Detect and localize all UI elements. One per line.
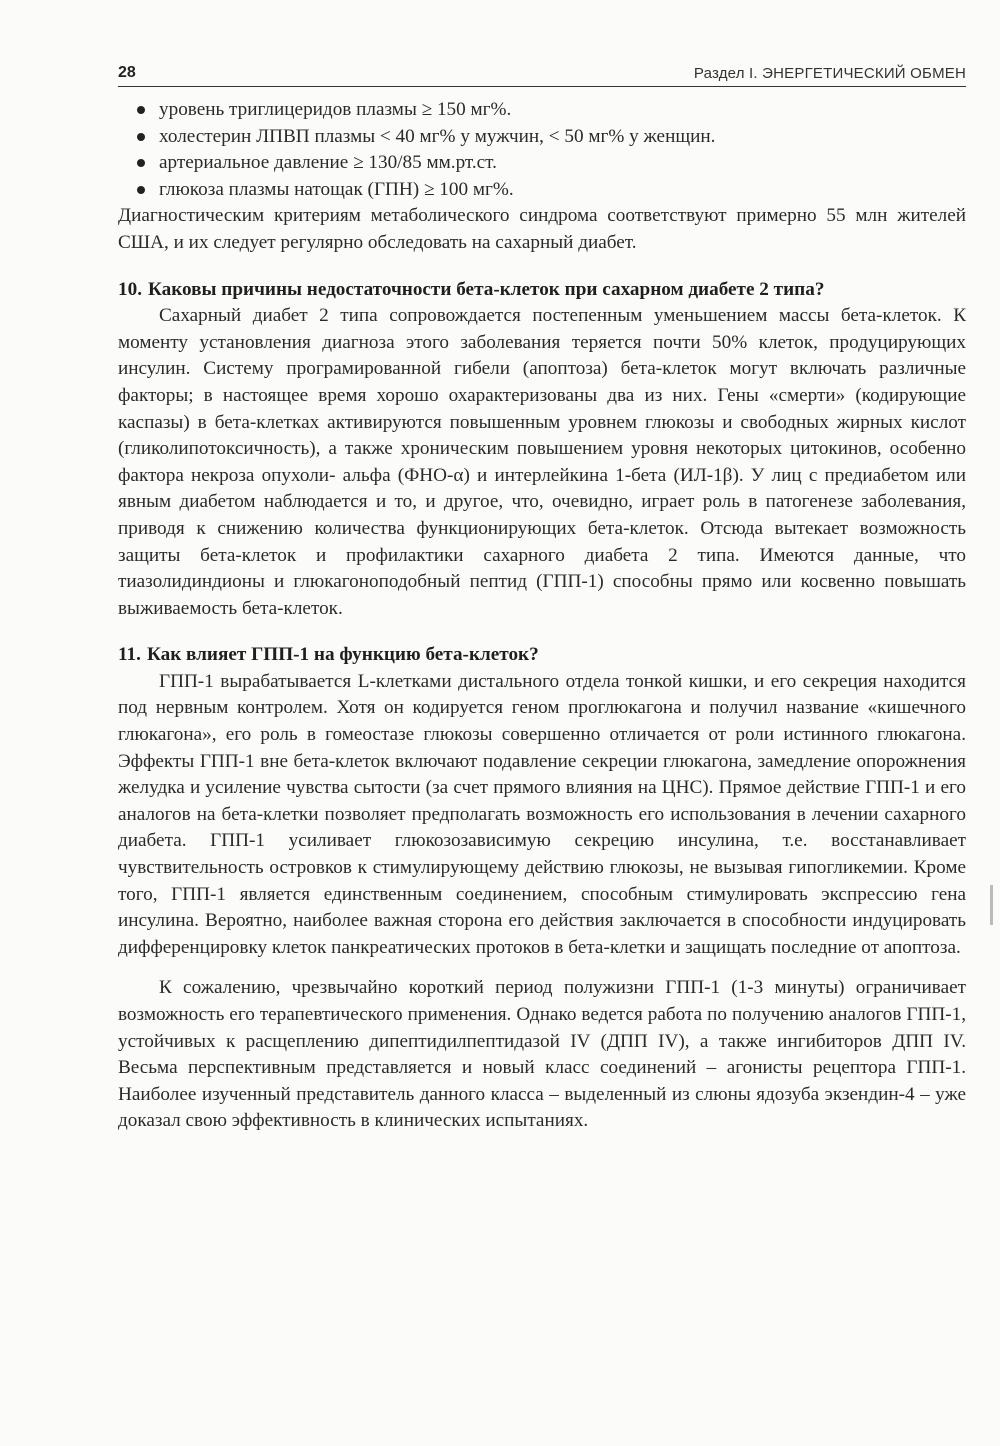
paragraph: Сахарный диабет 2 типа сопровождается постепенным уменьшением массы бета-клеток. К моменту установления диагноза этого заболевания теряется почти 50% клеток, продуцирующих инсулин. Систему програмированной гибели (апоптоза) бета-клеток могут включать различные факторы; в настоящее время хорошо охарактеризованы два из них. Гены «смерти» (кодирующие каспазы) в бета-клетках активируются повышенным уровнем глюкозы и свободных жирных кислот (гликолипотоксичность), а также хроническим повышением уровня некоторых цитокинов, особенно фактора некроза опухоли- альфа (ФНО-α) и интерлейкина 1-бета (ИЛ-1β). У лиц с предиабетом или явным диабетом наблюдается и то, и другое, что, очевидно, играет роль в патогенезе заболевания, приводя к снижению количества функционирующих бета-клеток. Отсюда вытекает возможность защиты бета-клеток и профилактики сахарного диабета 2 типа. Имеются данные, что тиазолидиндионы и глюкагоноподобный пептид (ГПП-1) способны прямо или косвенно повышать выживаемость бета-клеток. [118, 305, 966, 619]
section-number: 10. [118, 278, 142, 300]
scan-edge-mark [990, 885, 993, 925]
paragraph: К сожалению, чрезвычайно короткий период полужизни ГПП-1 (1-3 минуты) ограничивает возможность его терапевтического применения. Однако ведется работа по получению аналогов ГПП-1, устойчивых к расщеплению дипептидилпептидазой IV (ДПП IV), а также ингибиторов ДПП IV. Весьма перспективным представляется и новый класс соединений – агонисты рецептора ГПП-1. Наиболее изученный представитель данного класса – выделенный из слюны ядозуба экзендин-4 – уже доказал свою эффективность в клинических испытаниях. [118, 977, 966, 1132]
list-item: глюкоза плазмы натощак (ГПН) ≥ 100 мг%. [159, 177, 966, 204]
section-title: Как влияет ГПП-1 на функцию бета-клеток? [146, 644, 539, 666]
book-page [118, 58, 966, 1135]
section-number: 11. [118, 644, 141, 666]
page-number: 28 [118, 64, 136, 81]
page-content [118, 97, 966, 1135]
paragraph: ГПП-1 вырабатывается L-клетками дистального отдела тонкой кишки, и его секреция находится под нервным контролем. Хотя он кодируется геном проглюкагона и получил название «кишечного глюкагона», его роль в гомеостазе глюкозы совершенно отличается от роли истинного глюкагона. Эффекты ГПП-1 вне бета-клеток включают подавление секреции глюкагона, замедление опорожнения желудка и усиление чувства сытости (за счет прямого влияния на ЦНС). Прямое действие ГПП-1 и его аналогов на бета-клетки позволяет предполагать возможность его использования в лечении сахарного диабета. ГПП-1 усиливает глюкозозависимую секрецию инсулина, т.е. восстанавливает чувствительность островков к стимулирующему действию глюкозы, не вызывая гипогликемии. Кроме того, ГПП-1 является единственным соединением, способным стимулировать экспрессию гена инсулина. Вероятно, наиболее важная сторона его действия заключается в способности индуцировать дифференцировку клеток панкреатических протоков в бета-клетки и защищать последние от апоптоза. [118, 670, 966, 958]
list-item: уровень триглицеридов плазмы ≥ 150 мг%. [159, 97, 966, 124]
section-heading-10 [118, 277, 966, 304]
section-heading-11 [118, 642, 966, 669]
list-item: артериальное давление ≥ 130/85 мм.рт.ст. [159, 150, 966, 177]
paragraph-gap [118, 961, 966, 975]
criteria-list [118, 97, 966, 203]
running-title: Раздел I. ЭНЕРГЕТИЧЕСКИЙ ОБМЕН [693, 65, 966, 82]
list-item: холестерин ЛПВП плазмы < 40 мг% у мужчин, < 50 мг% у женщин. [159, 124, 966, 151]
intro-paragraph: Диагностическим критериям метаболического синдрома соответствуют примерно 55 млн жителей США, и их следует регулярно обследовать на сахарный диабет. [118, 205, 966, 253]
page-header [118, 58, 966, 87]
section-title: Каковы причины недостаточности бета-клеток при сахарном диабете 2 типа? [147, 278, 825, 300]
